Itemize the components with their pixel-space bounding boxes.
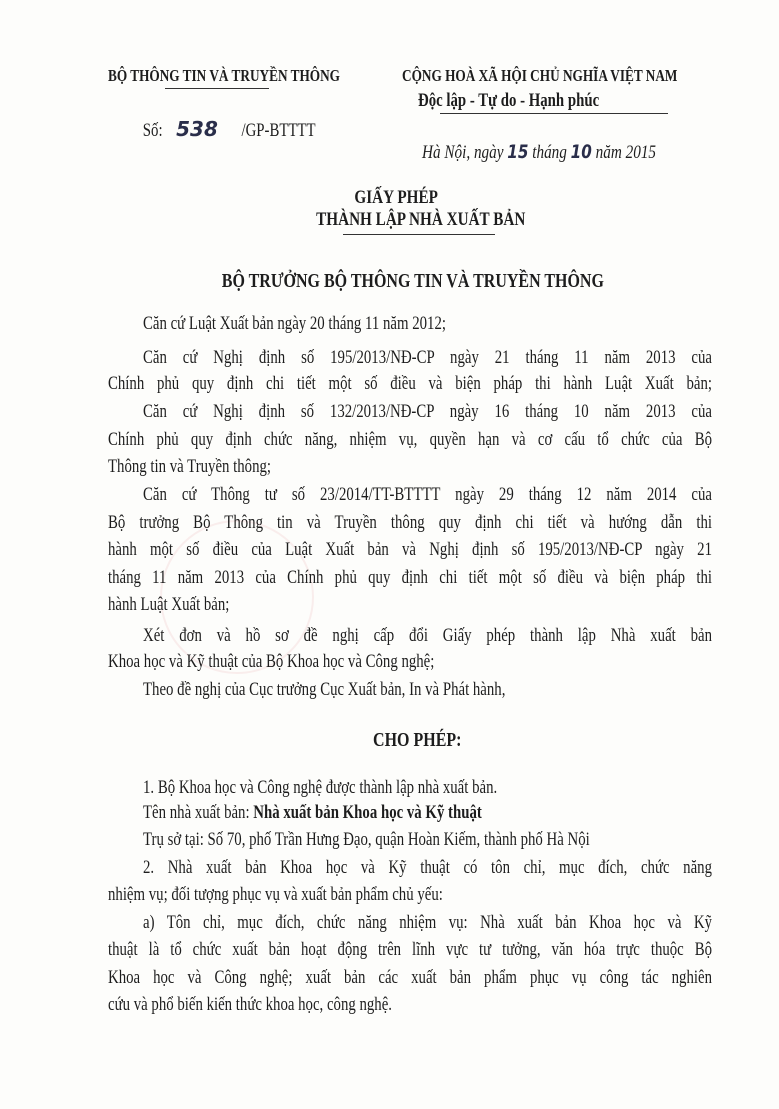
preamble-line: Căn cứ Nghị định số 195/2013/NĐ-CP ngày 21 tháng 11 năm 2013 của (143, 347, 712, 368)
preamble-line: Thông tin và Truyền thông; (108, 456, 272, 477)
body-line: thuật là tổ chức xuất bản hoạt động trên lĩnh vực tư tưởng, văn hóa trực thuộc Bộ (108, 939, 712, 960)
body-line: nhiệm vụ; đối tượng phục vụ và xuất bản phẩm chủ yếu: (108, 884, 443, 905)
title-line2: THÀNH LẬP NHÀ XUẤT BẢN (315, 209, 526, 230)
preamble-line: hành một số điều của Luật Xuất bản và Nghị định số 195/2013/NĐ-CP ngày 21 (108, 539, 712, 560)
body-line: a) Tôn chỉ, mục đích, chức năng nhiệm vụ: Nhà xuất bản Khoa học và Kỹ (143, 912, 712, 933)
preamble-line: Bộ trưởng Bộ Thông tin và Truyền thông quy định chi tiết và hướng dẫn thi (108, 512, 712, 533)
number-suffix: /GP-BTTTT (241, 120, 316, 141)
preamble-line: Căn cứ Luật Xuất bản ngày 20 tháng 11 năm 2012; (143, 313, 446, 334)
number-handwritten: 538 (176, 117, 218, 141)
preamble-line: tháng 11 năm 2013 của Chính phủ quy định chi tiết một số điều và biện pháp thi (108, 567, 712, 588)
motto: Độc lập - Tự do - Hạnh phúc (418, 90, 600, 111)
date-month-label: tháng (532, 142, 567, 163)
date-month: 10 (570, 141, 592, 163)
date-day: 15 (507, 141, 529, 163)
date-year: năm 2015 (595, 142, 657, 163)
preamble-line: hành Luật Xuất bản; (108, 594, 230, 615)
preamble-line: Khoa học và Kỹ thuật của Bộ Khoa học và Công nghệ; (108, 651, 435, 672)
document-number (140, 117, 326, 142)
date-place: Hà Nội, ngày (422, 142, 504, 163)
preamble-line: Chính phủ quy định chức năng, nhiệm vụ, quyền hạn và cơ cấu tổ chức của Bộ (108, 429, 712, 450)
body-line: Tên nhà xuất bản: Nhà xuất bản Khoa học và Kỹ thuật (143, 802, 482, 823)
body-line: cứu và phổ biến kiến thức khoa học, công nghệ. (108, 994, 392, 1015)
ministry-underline (165, 88, 269, 89)
publisher-name: Nhà xuất bản Khoa học và Kỹ thuật (253, 802, 482, 823)
motto-underline (440, 113, 668, 114)
preamble-line: Theo đề nghị của Cục trưởng Cục Xuất bản, In và Phát hành, (143, 679, 506, 700)
number-label: Số: (142, 120, 163, 141)
issue-date (422, 141, 656, 164)
body-line: Trụ sở tại: Số 70, phố Trần Hưng Đạo, quận Hoàn Kiếm, thành phố Hà Nội (143, 829, 590, 850)
preamble-line: Căn cứ Nghị định số 132/2013/NĐ-CP ngày 16 tháng 10 năm 2013 của (143, 401, 712, 422)
body-line: 1. Bộ Khoa học và Công nghệ được thành lập nhà xuất bản. (143, 777, 498, 798)
body-line: 2. Nhà xuất bản Khoa học và Kỹ thuật có tôn chỉ, mục đích, chức năng (143, 857, 712, 878)
preamble-line: Chính phủ quy định chi tiết một số điều và biện pháp thi hành Luật Xuất bản; (108, 373, 712, 394)
country-name: CỘNG HOÀ XÃ HỘI CHỦ NGHĨA VIỆT NAM (402, 66, 678, 85)
ministry-name: BỘ THÔNG TIN VÀ TRUYỀN THÔNG (108, 66, 340, 85)
title-underline (343, 234, 495, 235)
preamble-line: Xét đơn và hồ sơ đề nghị cấp đổi Giấy phép thành lập Nhà xuất bản (143, 625, 712, 646)
decision-heading: CHO PHÉP: (373, 729, 462, 751)
issuer-heading: BỘ TRƯỞNG BỘ THÔNG TIN VÀ TRUYỀN THÔNG (221, 270, 604, 292)
body-line: Khoa học và Công nghệ; xuất bản các xuất bản phẩm phục vụ công tác nghiên (108, 967, 712, 988)
title-line1: GIẤY PHÉP (354, 187, 439, 208)
preamble-line: Căn cứ Thông tư số 23/2014/TT-BTTTT ngày 29 tháng 12 năm 2014 của (143, 484, 712, 505)
